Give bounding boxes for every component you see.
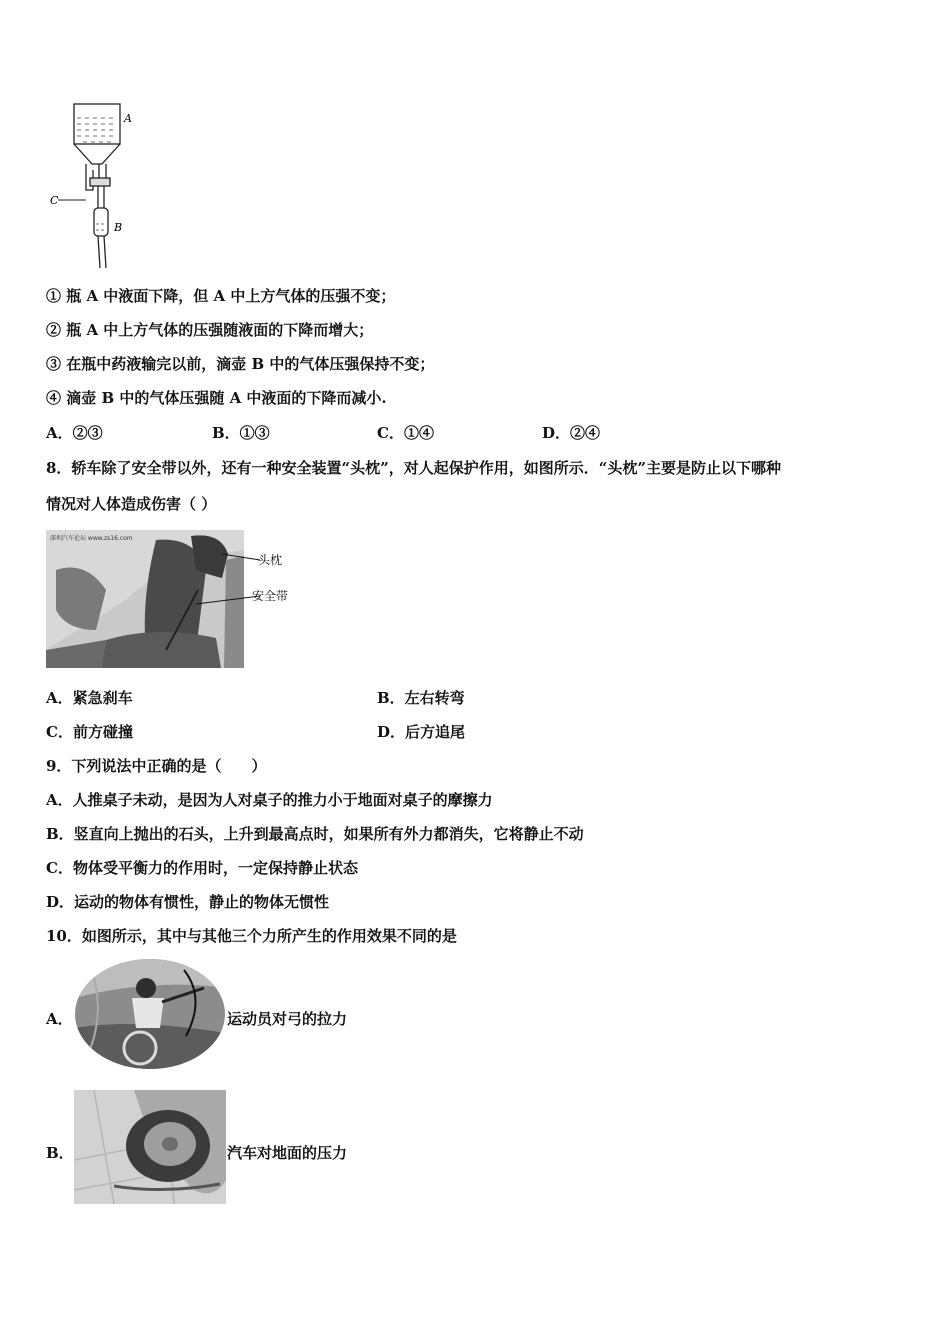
q7-statement-4: ④ 滴壶 B 中的气体压强随 A 中液面的下降而减小. [46,389,387,407]
q9-option-b: B．竖直向上抛出的石头，上升到最高点时，如果所有外力都消失，它将静止不动 [46,825,584,843]
q7-statement-3: ③ 在瓶中药液输完以前，滴壶 B 中的气体压强保持不变； [46,355,435,373]
q8-stem-line2: 情况对人体造成伤害（ ） [46,495,217,513]
stopper [90,178,110,186]
drip-chamber-b [94,208,108,236]
q10-option-b-letter: B． [46,1144,74,1162]
q8-option-a: A．紧急刹车 [46,689,133,707]
q10-option-a-letter: A． [46,1010,73,1028]
upper-tube [98,186,104,208]
drip-bottle-diagram [44,98,144,274]
q7-option-c: C．①④ [377,424,434,442]
archer-body [132,998,164,1028]
bottle-a-neck [74,144,120,164]
q8-option-d: D．后方追尾 [377,723,466,741]
label-b: B [114,221,123,234]
archer-photo [74,958,226,1070]
q8-option-c: C．前方碰撞 [46,723,133,741]
car-seat-photo [46,530,302,670]
label-headrest: 头枕 [258,553,283,567]
q9-option-d: D．运动的物体有惯性，静止的物体无惯性 [46,893,330,911]
q7-option-b: B．①③ [212,424,270,442]
q8-option-b: B．左右转弯 [377,689,465,707]
archer-head [136,978,156,998]
q7-option-d: D．②④ [542,424,601,442]
label-seatbelt: 安全带 [252,589,289,603]
q7-statement-1: ① 瓶 A 中液面下降，但 A 中上方气体的压强不变； [46,287,396,305]
car-tire-photo [74,1090,226,1204]
q9-option-c: C．物体受平衡力的作用时，一定保持静止状态 [46,859,358,877]
q10-option-b-text: 汽车对地面的压力 [227,1144,348,1162]
q9-option-a: A．人推桌子未动，是因为人对桌子的推力小于地面对桌子的摩擦力 [46,791,493,809]
q10-stem: 10．如图所示，其中与其他三个力所产生的作用效果不同的是 [46,927,457,945]
q9-stem: 9．下列说法中正确的是（ ） [46,757,267,775]
q7-option-a: A．②③ [46,424,103,442]
lower-tube [98,236,106,268]
photo-watermark: 深圳汽车论坛 www.zs16.com [50,535,133,542]
label-a: A [124,112,132,125]
q10-option-a-text: 运动员对弓的拉力 [227,1010,348,1028]
seat-cushion [101,632,221,668]
q8-stem-line1: 8．轿车除了安全带以外，还有一种安全装置“头枕”，对人起保护作用，如图所示．“头枕”主要是防止以下哪种 [46,459,781,477]
label-c: C [50,194,59,207]
q7-statement-2: ② 瓶 A 中上方气体的压强随液面的下降而增大； [46,321,374,339]
